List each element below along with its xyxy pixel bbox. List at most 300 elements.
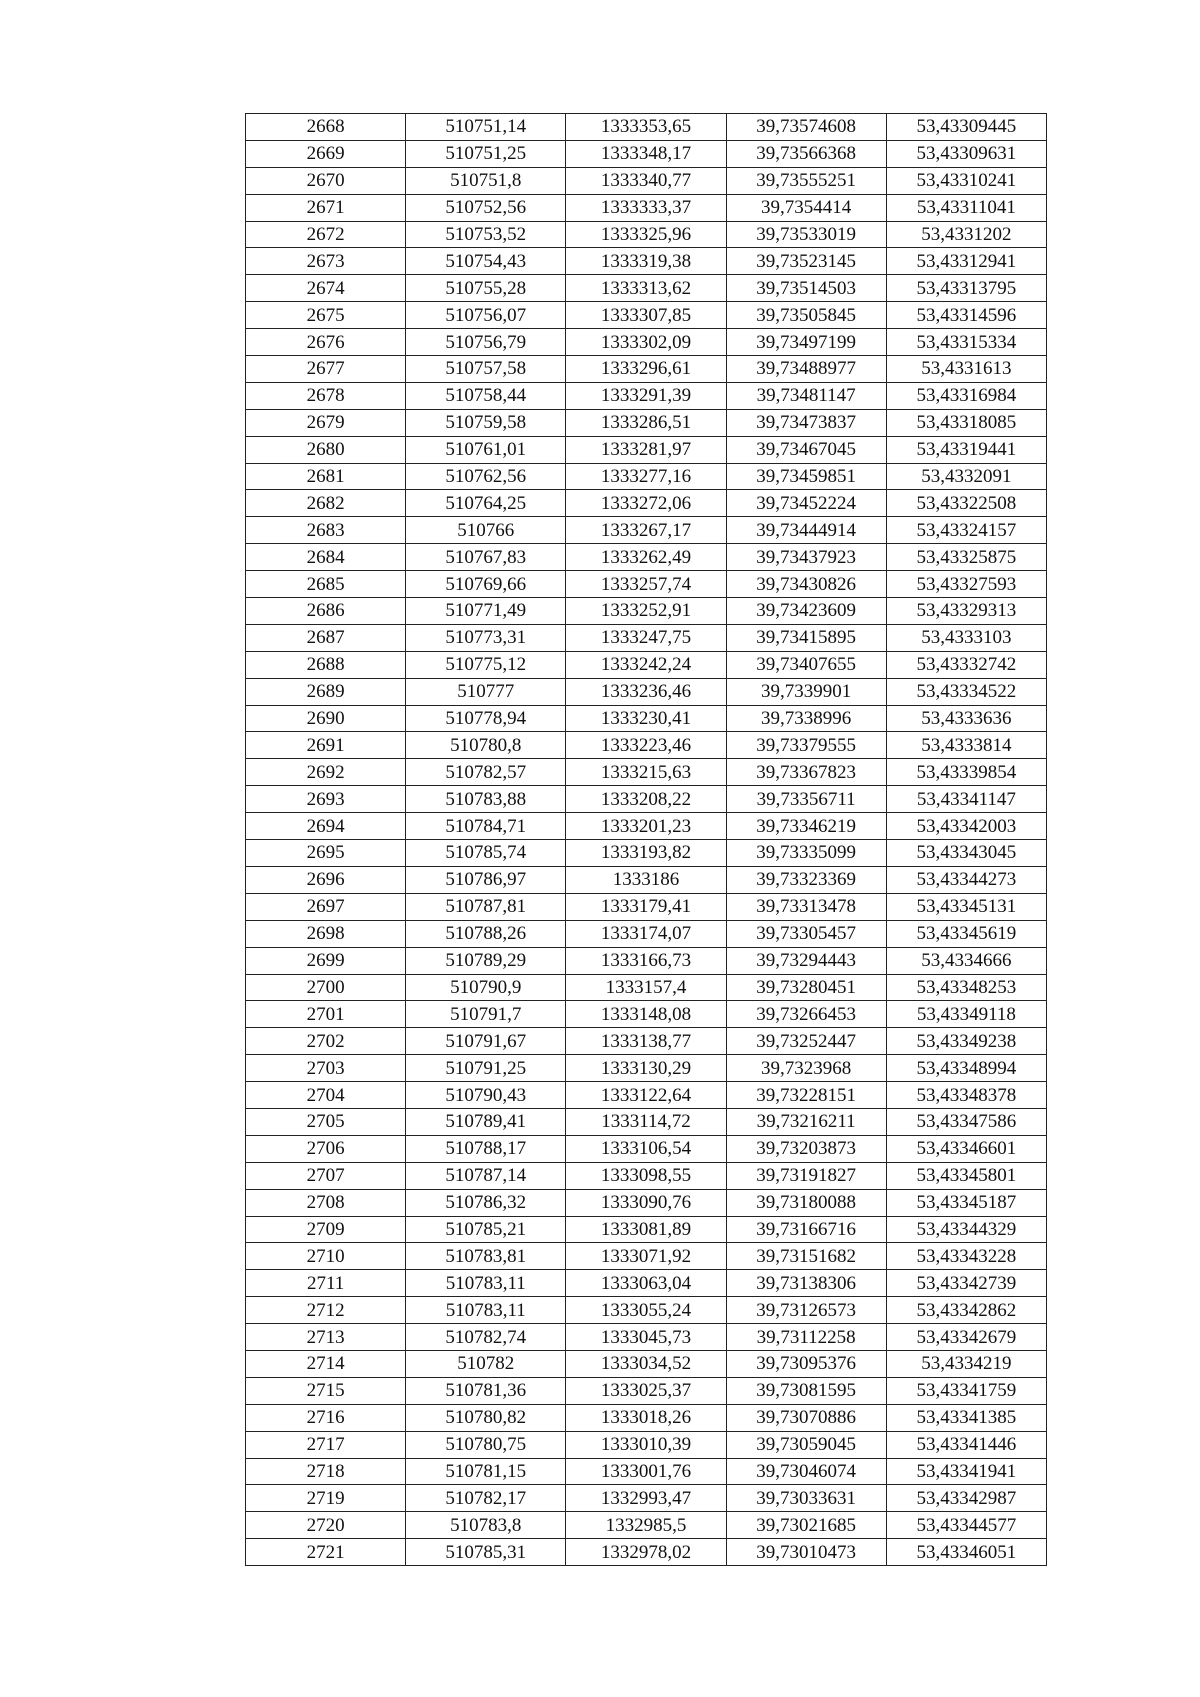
table-row [246, 140, 1047, 167]
y-coordinate-cell: 1333257,74 [566, 571, 726, 598]
y-coordinate-cell: 1333174,07 [566, 920, 726, 947]
longitude-cell: 39,73346219 [726, 813, 886, 840]
point-number-cell: 2690 [246, 705, 406, 732]
latitude-cell: 53,4333636 [886, 705, 1046, 732]
table-row [246, 356, 1047, 383]
point-number-cell: 2693 [246, 786, 406, 813]
y-coordinate-cell: 1333201,23 [566, 813, 726, 840]
table-row [246, 1324, 1047, 1351]
longitude-cell: 39,73228151 [726, 1082, 886, 1109]
point-number-cell: 2689 [246, 678, 406, 705]
longitude-cell: 39,73126573 [726, 1297, 886, 1324]
table-row [246, 598, 1047, 625]
longitude-cell: 39,73323369 [726, 866, 886, 893]
longitude-cell: 39,73266453 [726, 1001, 886, 1028]
y-coordinate-cell: 1333010,39 [566, 1431, 726, 1458]
longitude-cell: 39,73379555 [726, 732, 886, 759]
table-row [246, 382, 1047, 409]
x-coordinate-cell: 510751,25 [406, 140, 566, 167]
latitude-cell: 53,43341941 [886, 1458, 1046, 1485]
point-number-cell: 2718 [246, 1458, 406, 1485]
point-number-cell: 2687 [246, 624, 406, 651]
point-number-cell: 2715 [246, 1377, 406, 1404]
x-coordinate-cell: 510787,81 [406, 893, 566, 920]
point-number-cell: 2682 [246, 490, 406, 517]
table-row [246, 544, 1047, 571]
y-coordinate-cell: 1333281,97 [566, 436, 726, 463]
y-coordinate-cell: 1333340,77 [566, 167, 726, 194]
table-row [246, 490, 1047, 517]
table-row [246, 1162, 1047, 1189]
table-row [246, 1055, 1047, 1082]
table-row [246, 194, 1047, 221]
table-row [246, 1512, 1047, 1539]
latitude-cell: 53,43346051 [886, 1539, 1046, 1566]
latitude-cell: 53,43345801 [886, 1162, 1046, 1189]
y-coordinate-cell: 1333045,73 [566, 1324, 726, 1351]
longitude-cell: 39,73180088 [726, 1189, 886, 1216]
x-coordinate-cell: 510761,01 [406, 436, 566, 463]
x-coordinate-cell: 510769,66 [406, 571, 566, 598]
table-row [246, 275, 1047, 302]
table-row [246, 1458, 1047, 1485]
point-number-cell: 2720 [246, 1512, 406, 1539]
latitude-cell: 53,4334666 [886, 947, 1046, 974]
latitude-cell: 53,43345187 [886, 1189, 1046, 1216]
x-coordinate-cell: 510755,28 [406, 275, 566, 302]
table-row [246, 1404, 1047, 1431]
x-coordinate-cell: 510785,21 [406, 1216, 566, 1243]
table-row [246, 1028, 1047, 1055]
latitude-cell: 53,43322508 [886, 490, 1046, 517]
table-row [246, 705, 1047, 732]
table-row [246, 1189, 1047, 1216]
table-row [246, 920, 1047, 947]
table-row [246, 329, 1047, 356]
table-row [246, 651, 1047, 678]
longitude-cell: 39,73280451 [726, 974, 886, 1001]
table-row [246, 1001, 1047, 1028]
point-number-cell: 2680 [246, 436, 406, 463]
x-coordinate-cell: 510790,9 [406, 974, 566, 1001]
point-number-cell: 2716 [246, 1404, 406, 1431]
latitude-cell: 53,43348994 [886, 1055, 1046, 1082]
x-coordinate-cell: 510780,8 [406, 732, 566, 759]
table-row [246, 1431, 1047, 1458]
x-coordinate-cell: 510786,32 [406, 1189, 566, 1216]
latitude-cell: 53,4331613 [886, 356, 1046, 383]
latitude-cell: 53,43344273 [886, 866, 1046, 893]
point-number-cell: 2700 [246, 974, 406, 1001]
longitude-cell: 39,73444914 [726, 517, 886, 544]
latitude-cell: 53,43313795 [886, 275, 1046, 302]
longitude-cell: 39,73459851 [726, 463, 886, 490]
latitude-cell: 53,4333103 [886, 624, 1046, 651]
point-number-cell: 2669 [246, 140, 406, 167]
x-coordinate-cell: 510782,17 [406, 1485, 566, 1512]
longitude-cell: 39,73574608 [726, 114, 886, 141]
table-row [246, 436, 1047, 463]
table-row [246, 893, 1047, 920]
longitude-cell: 39,73166716 [726, 1216, 886, 1243]
point-number-cell: 2697 [246, 893, 406, 920]
table-row [246, 571, 1047, 598]
x-coordinate-cell: 510783,81 [406, 1243, 566, 1270]
x-coordinate-cell: 510773,31 [406, 624, 566, 651]
y-coordinate-cell: 1332985,5 [566, 1512, 726, 1539]
table-row [246, 302, 1047, 329]
longitude-cell: 39,73533019 [726, 221, 886, 248]
longitude-cell: 39,73415895 [726, 624, 886, 651]
y-coordinate-cell: 1333166,73 [566, 947, 726, 974]
x-coordinate-cell: 510764,25 [406, 490, 566, 517]
point-number-cell: 2675 [246, 302, 406, 329]
point-number-cell: 2695 [246, 840, 406, 867]
y-coordinate-cell: 1333262,49 [566, 544, 726, 571]
x-coordinate-cell: 510753,52 [406, 221, 566, 248]
latitude-cell: 53,43343228 [886, 1243, 1046, 1270]
table-row [246, 1350, 1047, 1377]
y-coordinate-cell: 1333090,76 [566, 1189, 726, 1216]
latitude-cell: 53,43345131 [886, 893, 1046, 920]
longitude-cell: 39,73514503 [726, 275, 886, 302]
latitude-cell: 53,4333814 [886, 732, 1046, 759]
y-coordinate-cell: 1333025,37 [566, 1377, 726, 1404]
x-coordinate-cell: 510782 [406, 1350, 566, 1377]
x-coordinate-cell: 510757,58 [406, 356, 566, 383]
point-number-cell: 2679 [246, 409, 406, 436]
point-number-cell: 2699 [246, 947, 406, 974]
y-coordinate-cell: 1333081,89 [566, 1216, 726, 1243]
y-coordinate-cell: 1333291,39 [566, 382, 726, 409]
longitude-cell: 39,73059045 [726, 1431, 886, 1458]
table-row [246, 463, 1047, 490]
longitude-cell: 39,73335099 [726, 840, 886, 867]
x-coordinate-cell: 510786,97 [406, 866, 566, 893]
x-coordinate-cell: 510780,82 [406, 1404, 566, 1431]
y-coordinate-cell: 1333098,55 [566, 1162, 726, 1189]
longitude-cell: 39,73473837 [726, 409, 886, 436]
latitude-cell: 53,43341446 [886, 1431, 1046, 1458]
y-coordinate-cell: 1333333,37 [566, 194, 726, 221]
point-number-cell: 2703 [246, 1055, 406, 1082]
point-number-cell: 2671 [246, 194, 406, 221]
longitude-cell: 39,73523145 [726, 248, 886, 275]
longitude-cell: 39,73555251 [726, 167, 886, 194]
longitude-cell: 39,73488977 [726, 356, 886, 383]
latitude-cell: 53,43341759 [886, 1377, 1046, 1404]
point-number-cell: 2717 [246, 1431, 406, 1458]
longitude-cell: 39,73151682 [726, 1243, 886, 1270]
x-coordinate-cell: 510791,67 [406, 1028, 566, 1055]
y-coordinate-cell: 1333296,61 [566, 356, 726, 383]
x-coordinate-cell: 510762,56 [406, 463, 566, 490]
table-row [246, 866, 1047, 893]
latitude-cell: 53,43342862 [886, 1297, 1046, 1324]
point-number-cell: 2702 [246, 1028, 406, 1055]
latitude-cell: 53,43342987 [886, 1485, 1046, 1512]
latitude-cell: 53,43310241 [886, 167, 1046, 194]
longitude-cell: 39,73095376 [726, 1350, 886, 1377]
longitude-cell: 39,73252447 [726, 1028, 886, 1055]
x-coordinate-cell: 510783,8 [406, 1512, 566, 1539]
point-number-cell: 2701 [246, 1001, 406, 1028]
longitude-cell: 39,73356711 [726, 786, 886, 813]
y-coordinate-cell: 1333001,76 [566, 1458, 726, 1485]
y-coordinate-cell: 1333186 [566, 866, 726, 893]
x-coordinate-cell: 510781,36 [406, 1377, 566, 1404]
longitude-cell: 39,73294443 [726, 947, 886, 974]
y-coordinate-cell: 1333302,09 [566, 329, 726, 356]
x-coordinate-cell: 510754,43 [406, 248, 566, 275]
longitude-cell: 39,73203873 [726, 1135, 886, 1162]
point-number-cell: 2677 [246, 356, 406, 383]
point-number-cell: 2696 [246, 866, 406, 893]
latitude-cell: 53,43348378 [886, 1082, 1046, 1109]
table-row [246, 974, 1047, 1001]
table-row [246, 732, 1047, 759]
x-coordinate-cell: 510789,41 [406, 1108, 566, 1135]
latitude-cell: 53,43334522 [886, 678, 1046, 705]
x-coordinate-cell: 510787,14 [406, 1162, 566, 1189]
y-coordinate-cell: 1333063,04 [566, 1270, 726, 1297]
y-coordinate-cell: 1333215,63 [566, 759, 726, 786]
x-coordinate-cell: 510789,29 [406, 947, 566, 974]
table-row [246, 786, 1047, 813]
x-coordinate-cell: 510781,15 [406, 1458, 566, 1485]
y-coordinate-cell: 1333106,54 [566, 1135, 726, 1162]
y-coordinate-cell: 1333319,38 [566, 248, 726, 275]
table-row [246, 1270, 1047, 1297]
x-coordinate-cell: 510788,26 [406, 920, 566, 947]
longitude-cell: 39,7338996 [726, 705, 886, 732]
longitude-cell: 39,73566368 [726, 140, 886, 167]
latitude-cell: 53,43327593 [886, 571, 1046, 598]
x-coordinate-cell: 510791,7 [406, 1001, 566, 1028]
table-row [246, 678, 1047, 705]
longitude-cell: 39,73497199 [726, 329, 886, 356]
longitude-cell: 39,7323968 [726, 1055, 886, 1082]
y-coordinate-cell: 1333157,4 [566, 974, 726, 1001]
y-coordinate-cell: 1332993,47 [566, 1485, 726, 1512]
point-number-cell: 2683 [246, 517, 406, 544]
x-coordinate-cell: 510775,12 [406, 651, 566, 678]
longitude-cell: 39,73452224 [726, 490, 886, 517]
x-coordinate-cell: 510751,14 [406, 114, 566, 141]
longitude-cell: 39,73367823 [726, 759, 886, 786]
y-coordinate-cell: 1333242,24 [566, 651, 726, 678]
point-number-cell: 2688 [246, 651, 406, 678]
latitude-cell: 53,4331202 [886, 221, 1046, 248]
latitude-cell: 53,43314596 [886, 302, 1046, 329]
latitude-cell: 53,43332742 [886, 651, 1046, 678]
x-coordinate-cell: 510791,25 [406, 1055, 566, 1082]
table-row [246, 1243, 1047, 1270]
point-number-cell: 2705 [246, 1108, 406, 1135]
latitude-cell: 53,43339854 [886, 759, 1046, 786]
y-coordinate-cell: 1333325,96 [566, 221, 726, 248]
table-row [246, 248, 1047, 275]
latitude-cell: 53,43311041 [886, 194, 1046, 221]
table-row [246, 409, 1047, 436]
x-coordinate-cell: 510790,43 [406, 1082, 566, 1109]
y-coordinate-cell: 1333071,92 [566, 1243, 726, 1270]
latitude-cell: 53,43342003 [886, 813, 1046, 840]
x-coordinate-cell: 510778,94 [406, 705, 566, 732]
point-number-cell: 2714 [246, 1350, 406, 1377]
point-number-cell: 2708 [246, 1189, 406, 1216]
point-number-cell: 2709 [246, 1216, 406, 1243]
table-row [246, 114, 1047, 141]
point-number-cell: 2674 [246, 275, 406, 302]
latitude-cell: 53,43349238 [886, 1028, 1046, 1055]
coordinates-table-body [246, 114, 1047, 1566]
point-number-cell: 2676 [246, 329, 406, 356]
latitude-cell: 53,43348253 [886, 974, 1046, 1001]
point-number-cell: 2691 [246, 732, 406, 759]
latitude-cell: 53,4332091 [886, 463, 1046, 490]
y-coordinate-cell: 1332978,02 [566, 1539, 726, 1566]
point-number-cell: 2707 [246, 1162, 406, 1189]
y-coordinate-cell: 1333148,08 [566, 1001, 726, 1028]
y-coordinate-cell: 1333034,52 [566, 1350, 726, 1377]
longitude-cell: 39,73407655 [726, 651, 886, 678]
longitude-cell: 39,7354414 [726, 194, 886, 221]
x-coordinate-cell: 510777 [406, 678, 566, 705]
table-row [246, 221, 1047, 248]
y-coordinate-cell: 1333267,17 [566, 517, 726, 544]
x-coordinate-cell: 510767,83 [406, 544, 566, 571]
table-row [246, 759, 1047, 786]
x-coordinate-cell: 510785,74 [406, 840, 566, 867]
latitude-cell: 53,43315334 [886, 329, 1046, 356]
longitude-cell: 39,73046074 [726, 1458, 886, 1485]
table-row [246, 1135, 1047, 1162]
y-coordinate-cell: 1333230,41 [566, 705, 726, 732]
point-number-cell: 2694 [246, 813, 406, 840]
point-number-cell: 2710 [246, 1243, 406, 1270]
latitude-cell: 53,4334219 [886, 1350, 1046, 1377]
y-coordinate-cell: 1333179,41 [566, 893, 726, 920]
x-coordinate-cell: 510783,11 [406, 1270, 566, 1297]
latitude-cell: 53,43324157 [886, 517, 1046, 544]
y-coordinate-cell: 1333130,29 [566, 1055, 726, 1082]
x-coordinate-cell: 510756,79 [406, 329, 566, 356]
point-number-cell: 2719 [246, 1485, 406, 1512]
longitude-cell: 39,73191827 [726, 1162, 886, 1189]
point-number-cell: 2698 [246, 920, 406, 947]
table-row [246, 1216, 1047, 1243]
x-coordinate-cell: 510758,44 [406, 382, 566, 409]
point-number-cell: 2670 [246, 167, 406, 194]
point-number-cell: 2684 [246, 544, 406, 571]
x-coordinate-cell: 510756,07 [406, 302, 566, 329]
table-row [246, 1108, 1047, 1135]
y-coordinate-cell: 1333313,62 [566, 275, 726, 302]
point-number-cell: 2692 [246, 759, 406, 786]
table-row [246, 517, 1047, 544]
table-row [246, 840, 1047, 867]
longitude-cell: 39,73081595 [726, 1377, 886, 1404]
y-coordinate-cell: 1333122,64 [566, 1082, 726, 1109]
longitude-cell: 39,73033631 [726, 1485, 886, 1512]
x-coordinate-cell: 510782,74 [406, 1324, 566, 1351]
longitude-cell: 39,73481147 [726, 382, 886, 409]
x-coordinate-cell: 510782,57 [406, 759, 566, 786]
x-coordinate-cell: 510784,71 [406, 813, 566, 840]
latitude-cell: 53,43325875 [886, 544, 1046, 571]
table-row [246, 167, 1047, 194]
y-coordinate-cell: 1333247,75 [566, 624, 726, 651]
latitude-cell: 53,43341385 [886, 1404, 1046, 1431]
latitude-cell: 53,43344577 [886, 1512, 1046, 1539]
longitude-cell: 39,73021685 [726, 1512, 886, 1539]
x-coordinate-cell: 510759,58 [406, 409, 566, 436]
latitude-cell: 53,43318085 [886, 409, 1046, 436]
point-number-cell: 2711 [246, 1270, 406, 1297]
latitude-cell: 53,43347586 [886, 1108, 1046, 1135]
latitude-cell: 53,43344329 [886, 1216, 1046, 1243]
latitude-cell: 53,43309445 [886, 114, 1046, 141]
latitude-cell: 53,43342739 [886, 1270, 1046, 1297]
y-coordinate-cell: 1333138,77 [566, 1028, 726, 1055]
x-coordinate-cell: 510751,8 [406, 167, 566, 194]
point-number-cell: 2713 [246, 1324, 406, 1351]
y-coordinate-cell: 1333055,24 [566, 1297, 726, 1324]
x-coordinate-cell: 510752,56 [406, 194, 566, 221]
point-number-cell: 2672 [246, 221, 406, 248]
table-row [246, 1297, 1047, 1324]
longitude-cell: 39,73305457 [726, 920, 886, 947]
longitude-cell: 39,73467045 [726, 436, 886, 463]
point-number-cell: 2712 [246, 1297, 406, 1324]
longitude-cell: 39,73216211 [726, 1108, 886, 1135]
y-coordinate-cell: 1333114,72 [566, 1108, 726, 1135]
latitude-cell: 53,43316984 [886, 382, 1046, 409]
y-coordinate-cell: 1333272,06 [566, 490, 726, 517]
x-coordinate-cell: 510783,88 [406, 786, 566, 813]
latitude-cell: 53,43343045 [886, 840, 1046, 867]
longitude-cell: 39,73010473 [726, 1539, 886, 1566]
table-row [246, 1082, 1047, 1109]
point-number-cell: 2668 [246, 114, 406, 141]
latitude-cell: 53,43341147 [886, 786, 1046, 813]
y-coordinate-cell: 1333223,46 [566, 732, 726, 759]
point-number-cell: 2673 [246, 248, 406, 275]
longitude-cell: 39,73138306 [726, 1270, 886, 1297]
point-number-cell: 2721 [246, 1539, 406, 1566]
latitude-cell: 53,43345619 [886, 920, 1046, 947]
point-number-cell: 2706 [246, 1135, 406, 1162]
x-coordinate-cell: 510771,49 [406, 598, 566, 625]
longitude-cell: 39,7339901 [726, 678, 886, 705]
latitude-cell: 53,43319441 [886, 436, 1046, 463]
longitude-cell: 39,73437923 [726, 544, 886, 571]
longitude-cell: 39,73423609 [726, 598, 886, 625]
y-coordinate-cell: 1333252,91 [566, 598, 726, 625]
longitude-cell: 39,73070886 [726, 1404, 886, 1431]
y-coordinate-cell: 1333277,16 [566, 463, 726, 490]
table-row [246, 1377, 1047, 1404]
longitude-cell: 39,73112258 [726, 1324, 886, 1351]
table-row [246, 1539, 1047, 1566]
point-number-cell: 2686 [246, 598, 406, 625]
y-coordinate-cell: 1333353,65 [566, 114, 726, 141]
x-coordinate-cell: 510788,17 [406, 1135, 566, 1162]
x-coordinate-cell: 510785,31 [406, 1539, 566, 1566]
longitude-cell: 39,73313478 [726, 893, 886, 920]
coordinates-table [245, 113, 1047, 1566]
